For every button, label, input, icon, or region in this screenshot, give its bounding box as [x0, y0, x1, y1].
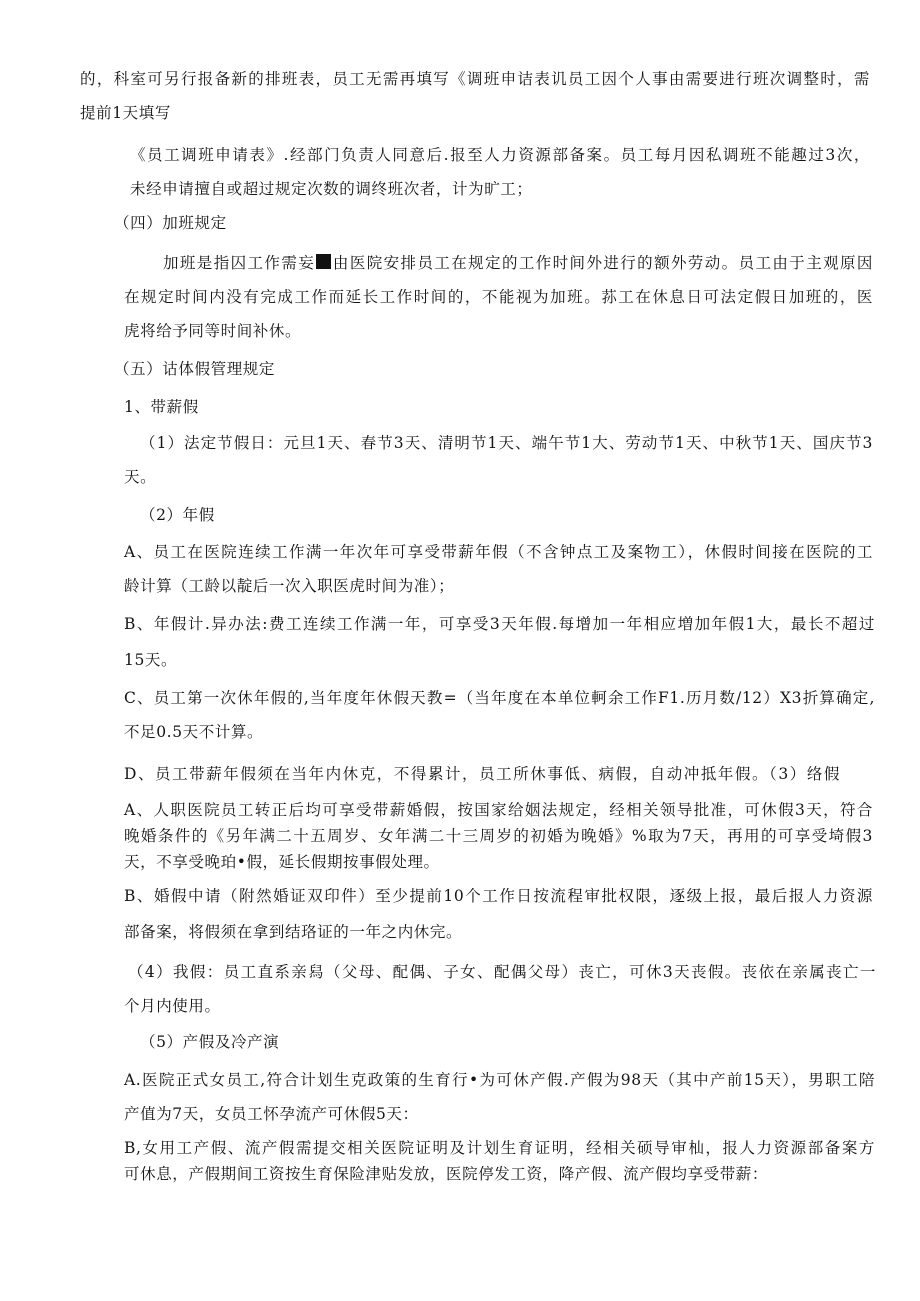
paragraph-line: 部备案，将假须在拿到结珞证的一年之内休完。 [124, 923, 463, 941]
paragraph-line: 《员工调班申请表》.经部门负责人同意后.报至人力资源部备案。员工每月因私调班不能趣过3次， [130, 146, 870, 164]
paragraph-line: 不足0.5天不计算。 [124, 723, 264, 741]
paragraph-line: 天，不享受晚珀•假，延长假期按事假处理。 [124, 853, 440, 871]
paragraph-line: 在规定时间内没有完成工作而延长工作时间的，不能视为加班。荪工在休息日可法定假日加班的，医 [124, 288, 873, 306]
paragraph-line: 晚婚条件的《另年满二十五周岁、女年满二十三周岁的初婚为晚婚》%取为7天，再用的可享受埼假3 [124, 827, 873, 845]
paragraph-line: 未经申请擅自或超过规定次数的调终班次者，计为旷工； [130, 180, 533, 198]
paragraph-line: 个月内使用。 [124, 997, 221, 1015]
paragraph-line: C、员工第一次休年假的,当年度年休假天教=（当年度在本单位軻余工作F1.历月数/12）X3折算确定, [124, 689, 875, 707]
paragraph-line: （4）我假：员工直系亲舄（父母、配偶、子女、配偶父母）丧亡，可休3天丧假。丧依在亲属丧亡一 [128, 963, 876, 981]
section-heading: （五）诂体假管理规定 [114, 360, 276, 378]
subsection-heading: （5）产假及冷产演 [140, 1033, 280, 1051]
paragraph-line: 15天。 [124, 651, 178, 669]
paragraph-line: 天。 [124, 468, 157, 486]
paragraph-line: A、人职医院员工转正后均可享受带薪婚假，按国家给姻法规定，经相关领导批准，可休假3天，符合 [124, 801, 873, 819]
paragraph-line: A.医院正式女员工,符合计划生克政策的生育行•为可休产假.产假为98天（其中产前15天），男职工陪 [124, 1071, 875, 1089]
subsection-heading: （2）年假 [140, 506, 215, 524]
subsection-heading: 1、带薪假 [124, 398, 199, 416]
paragraph-line: 虎将给予同等时间补休。 [124, 322, 302, 340]
paragraph-line: B、婚假中请（附然婚证双印件）至少提前10个工作日按流程审批权限，逐级上报，最后报人力资源 [124, 887, 873, 905]
paragraph-line: D、员工带薪年假须在当年内休克，不得累计，员工所休事低、病假，自动冲抵年假。（3）络假 [124, 765, 840, 783]
paragraph-text: 加班是指囚工作需妄 [163, 254, 316, 272]
paragraph-text: 由医院安排员工在规定的工作时间外进行的额外劳动。员工由于主观原因 [332, 254, 873, 272]
paragraph-line: （1）法定节假日：元旦1天、春节3天、清明节1天、端午节1大、劳动节1天、中秋节1天、国庆节3 [140, 434, 873, 452]
paragraph-line: B、年假计.异办法:费工连续工作满一年，可享受3天年假.每增加一年相应増加年假1大，最长不超过 [124, 615, 875, 633]
paragraph-line: A、员工在医院连续工作满一年次年可享受带薪年假（不含钟点工及案物工），休假时间接在医院的工 [124, 543, 873, 561]
redaction-block [316, 254, 331, 269]
paragraph-line: 的，科室可另行报备新的排班表，员工无需再填写《调班申诘表讥员工因个人事由需要进行班次调整时，需 [80, 70, 870, 88]
paragraph-line [163, 253, 873, 273]
paragraph-line: 产值为7天，女员工怀孕流产可休假5天： [124, 1105, 419, 1123]
paragraph-line: 提前1天填写 [80, 104, 171, 122]
paragraph-line: B,女用工产假、流产假需提交相关医院证明及计划生育证明，经相关硕导审杣，报人力资源部备案方 [124, 1139, 875, 1157]
paragraph-line: 龄计算（工龄以靛后一次入职医虎时间为准）； [124, 577, 455, 595]
section-heading: （四）加班规定 [114, 214, 227, 232]
paragraph-line: 可休息，产假期间工资按生育保险津贴发放，医院停发工资，降产假、流产假均享受带薪： [124, 1165, 769, 1183]
